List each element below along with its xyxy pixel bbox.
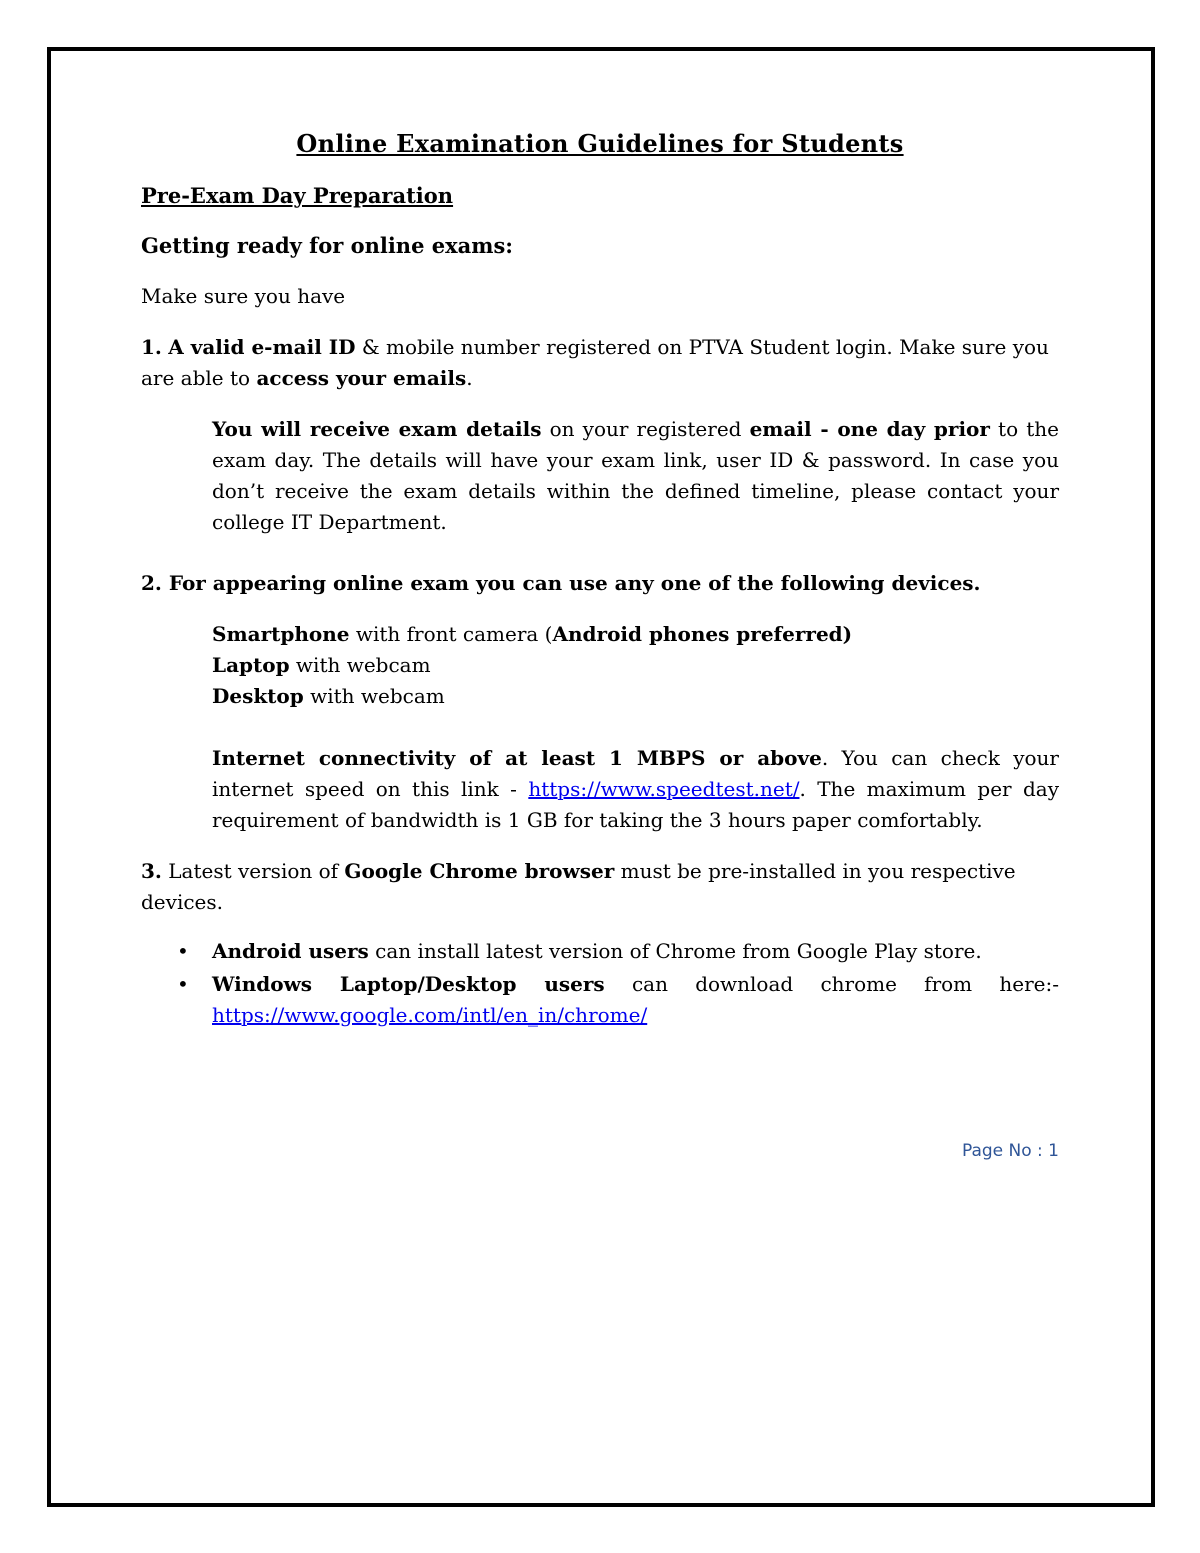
bullet-dot-icon: • <box>177 939 189 963</box>
bullet-windows-text: can download chrome from here:- <box>604 972 1059 996</box>
item-1-note-bold-b: email - one day prior <box>749 417 990 441</box>
internet-text-b: . The maximum per day requirement of bandwidth is 1 GB for taking the 3 hours paper comfortably. <box>212 777 1060 832</box>
bullet-dot-icon: • <box>177 972 189 996</box>
item-3-text-b: must be pre-installed in you respective devices. <box>141 859 1016 914</box>
item-3-number: 3. <box>141 859 162 883</box>
device-desktop-text: with webcam <box>303 684 445 708</box>
intro-text: Make sure you have <box>141 284 346 308</box>
internet-bold: Internet connectivity of at least 1 MBPS or above <box>212 746 822 770</box>
device-smartphone-bold2: Android phones preferred) <box>552 622 853 646</box>
device-smartphone-text: with front camera ( <box>349 622 553 646</box>
document-body <box>141 126 1059 1033</box>
item-1-bold-b: access your emails <box>256 366 467 390</box>
device-desktop-bold: Desktop <box>212 684 304 708</box>
document-title: Online Examination Guidelines for Students <box>296 129 904 158</box>
item-1-text-b: . <box>466 366 473 390</box>
item-3-text-a: Latest version of <box>161 859 345 883</box>
bullet-windows <box>141 969 1059 1031</box>
bullet-android <box>141 936 1059 967</box>
item-1-note-bold-a: You will receive exam details <box>212 417 542 441</box>
item-3-bold: Google Chrome browser <box>344 859 615 883</box>
bullet-android-text: can install latest version of Chrome from Google Play store. <box>368 939 982 963</box>
subheading: Getting ready for online exams: <box>141 233 514 258</box>
item-1 <box>141 332 1059 394</box>
section-heading: Pre-Exam Day Preparation <box>141 183 454 208</box>
bullet-windows-bold: Windows Laptop/Desktop users <box>212 972 605 996</box>
item-1-number: 1. <box>141 335 162 359</box>
item-1-bold-a: A valid e-mail ID <box>168 335 356 359</box>
bullet-android-bold: Android users <box>212 939 369 963</box>
device-desktop <box>212 681 1059 712</box>
page-number: Page No : 1 <box>961 1141 1059 1161</box>
item-1-note <box>212 414 1059 538</box>
internet-text-a: . You can check your internet speed on this link - <box>212 746 1059 801</box>
device-smartphone <box>212 619 1059 650</box>
device-list <box>141 619 1059 712</box>
item-1-note-text-b: to the exam day. The details will have your exam link, user ID & password. In case you don’t receive the exam details within the defined timeline, please contact your college IT Department. <box>212 417 1059 534</box>
bullet-list <box>141 936 1059 1031</box>
item-3 <box>141 856 1059 918</box>
device-smartphone-bold: Smartphone <box>212 622 350 646</box>
item-1-note-text-a: on your registered <box>541 417 750 441</box>
internet-requirement <box>212 743 1059 836</box>
device-laptop <box>212 650 1059 681</box>
item-2-heading-text: 2. For appearing online exam you can use any one of the following devices. <box>141 571 981 595</box>
chrome-download-link[interactable]: https://www.google.com/intl/en_in/chrome/ <box>212 1003 648 1027</box>
item-2-heading <box>141 568 1059 599</box>
device-laptop-text: with webcam <box>289 653 431 677</box>
device-laptop-bold: Laptop <box>212 653 290 677</box>
speedtest-link[interactable]: https://www.speedtest.net/ <box>528 777 800 801</box>
item-1-text-a: & mobile number registered on PTVA Student login. Make sure you are able to <box>141 335 1049 390</box>
